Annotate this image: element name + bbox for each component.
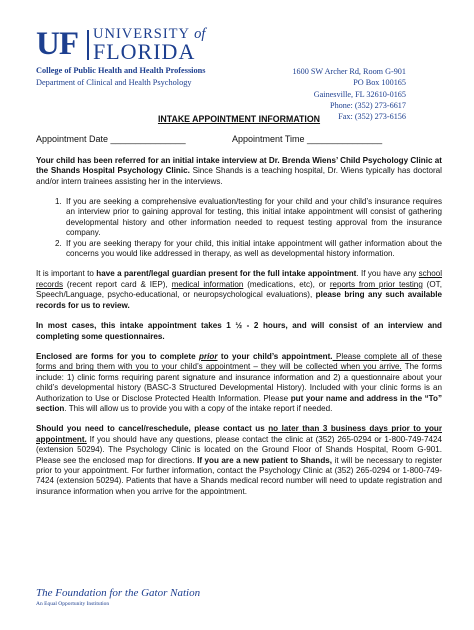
text-run: to your child’s appointment.: [217, 351, 333, 361]
text-run: (medications, etc), or: [243, 279, 330, 289]
text-run: Please complete all of these forms and bring them with you to your child’s appointment – they will be collected when you arrive.: [36, 351, 442, 372]
text-run: Should you need to cancel/reschedule, please contact us: [36, 424, 269, 434]
text-run: (recent report card & IEP),: [63, 279, 172, 289]
department-name: Department of Clinical and Health Psychology: [36, 78, 192, 87]
cancel-paragraph: [36, 424, 442, 497]
footer-tagline: The Foundation for the Gator Nation: [36, 587, 201, 599]
document-body: [36, 114, 442, 507]
intro-paragraph: [36, 156, 442, 187]
text-run: prior: [199, 351, 218, 361]
text-run: (OT, Speech/Language, psycho-educational, or neuropsychological evaluations),: [36, 279, 442, 300]
text-run: medical information: [171, 279, 244, 289]
text-run: reports from prior testing: [329, 279, 423, 289]
intro-bold: Your child has been referred for an initial intake interview at Dr. Brenda Wiens’ Child Psychology Clinic at the Shands Hospital Psychology Clinic.: [36, 155, 442, 176]
text-run: have a parent/legal guardian present for the full intake appointment: [96, 269, 357, 279]
list-item: 2. If you are seeking therapy for your child, this initial intake appointment will gather information about the concerns you would like addressed in therapy, as well as developmental history information.: [64, 239, 442, 260]
text-run: The forms include: 1) clinic forms requiring parent signature and insurance information and 2) a questionnaire about your child’s developmental history (BASC-3 Structured Developmental History). Included with your clinic forms is an Authorization to Use or Disclose Protected Health Information. Please: [36, 362, 442, 403]
footer-eoe: An Equal Opportunity Institution: [36, 601, 110, 607]
phone-line: Phone: (352) 273-6617: [330, 100, 406, 110]
logo-of: of: [194, 26, 206, 42]
text-run: school records: [36, 269, 443, 289]
text-run: It is important to: [36, 269, 97, 279]
text-run: put your name and address in the “To” section: [36, 393, 443, 413]
appointment-row: [36, 134, 442, 144]
purpose-list: [36, 197, 442, 259]
text-run: please bring any such available records for us to review.: [36, 290, 442, 310]
text-run: If you are a new patient to Shands,: [197, 455, 333, 465]
duration-paragraph: [36, 321, 442, 342]
text-run: it will be necessary to register prior to your appointment. For further information, contact the Psychology Clinic at (352) 265-0294 or 1-800-749-7424 (extension 50294). Patients that have a Shands medical record number will need to update registration and insurance information when you arrive for the appointment.: [36, 455, 442, 496]
address-line: 1600 SW Archer Rd, Room G-901: [292, 67, 406, 76]
logo-divider: [87, 30, 89, 60]
fax-line: Fax: (352) 273-6156: [338, 112, 406, 122]
document-title: INTAKE APPOINTMENT INFORMATION: [157, 114, 321, 124]
logo-florida: FLORIDA: [93, 39, 196, 64]
address-line: Gainesville, FL 32610-0165: [313, 89, 406, 99]
appointment-time-field: Appointment Time _______________: [232, 134, 383, 145]
records-paragraph: [36, 269, 442, 311]
intro-rest: Since Shands is a teaching hospital, Dr. Wiens typically has doctoral and/or intern trainees assisting her in the interviews.: [36, 166, 442, 186]
uf-monogram: UF: [36, 26, 78, 62]
text-run: . If you have any: [356, 269, 419, 279]
forms-paragraph: [36, 352, 442, 414]
text-run: In most cases, this intake appointment takes 1 ½ - 2 hours, and will consist of an interview and completing some questionnaires.: [36, 321, 442, 341]
address-line: PO Box 100165: [353, 78, 406, 88]
text-run: Enclosed are forms for you to complete: [36, 351, 200, 361]
text-run: no later than 3 business days prior to your appointment.: [36, 424, 442, 444]
uf-logo: [36, 27, 206, 63]
college-name: College of Public Health and Health Professions: [36, 66, 206, 75]
text-run: . This will allow us to provide you with a copy of the intake report if needed.: [64, 403, 333, 413]
appointment-date-field: Appointment Date _______________: [36, 134, 186, 145]
text-run: If you should have any questions, please contact the clinic at (352) 265-0294 or 1-800-749-7424 (extension 50294). The Psychology Clinic is located on the Ground Floor of Shands Hospital, Room G-901. Please see the enclosed map for directions.: [36, 434, 442, 465]
logo-university: UNIVERSITY: [93, 26, 190, 42]
list-item: 1. If you are seeking a comprehensive evaluation/testing for your child and your child’s insurance requires an interview prior to gaining approval for testing, this initial intake appointment will consist of gathering developmental history and other information needed to request testing approval from the insurance company.: [64, 197, 442, 239]
